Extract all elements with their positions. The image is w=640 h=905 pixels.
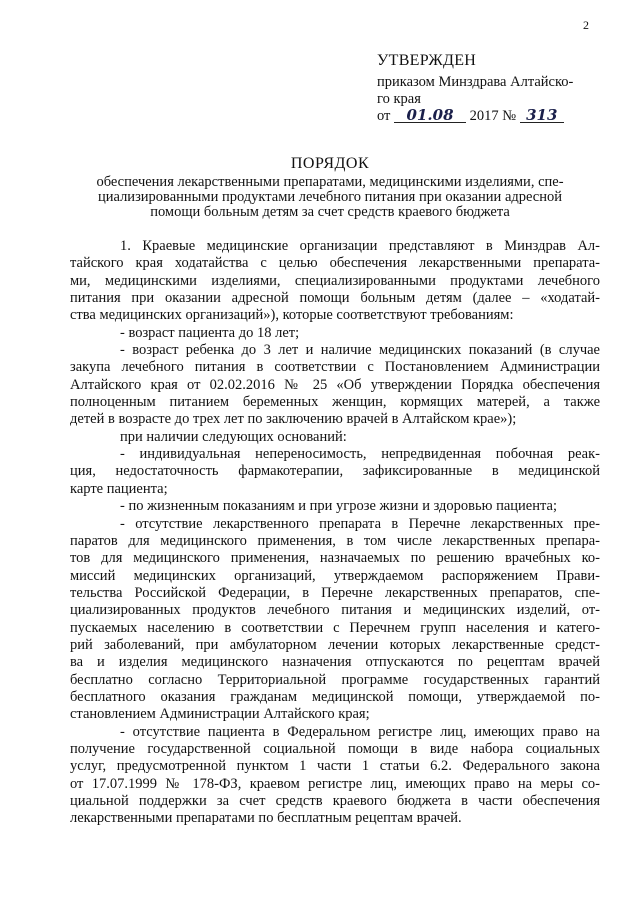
body-line: пускаемых населению в соответствии с Перечнем групп населения и катего- [70, 619, 600, 636]
body-line: лекарственными препаратами по бесплатным рецептам врачей. [70, 810, 462, 827]
body-line: циализированных продуктов лечебного питания и медицинских изделий, от- [70, 602, 600, 619]
body-line: циальной поддержки за счет средств краевого бюджета в части обеспечения [70, 793, 600, 809]
body-line: - возраст ребенка до 3 лет и наличие медицинских показаний (в случае [120, 342, 600, 359]
approval-number-handwritten: 313 [520, 108, 564, 123]
page-number: 2 [583, 18, 589, 32]
body-line: 1. Краевые медицинские организации представляют в Минздрав Ал- [120, 238, 600, 254]
document-body [70, 238, 600, 828]
subtitle-line: циализированными продуктами лечебного питания при оказании адресной [97, 189, 563, 205]
body-line: закупа лечебного питания в соответствии с Постановлением Администрации [70, 359, 600, 376]
body-line: от 17.07.1999 № 178-ФЗ, краевом регистре лиц, имеющих право на меры со- [70, 775, 600, 792]
approval-date-line [377, 108, 597, 125]
body-line: становлением Администрации Алтайского края; [70, 706, 370, 723]
body-line: миссий медицинских организаций, утверждаемом распоряжением Прави- [70, 567, 600, 584]
body-line: детей в возрасте до трех лет по заключению врачей в Алтайском крае»); [70, 411, 517, 428]
subtitle-line: помощи больным детям за счет средств краевого бюджета [150, 204, 510, 220]
body-line: при наличии следующих оснований: [120, 428, 347, 445]
approval-year-label: 2017 № [469, 108, 517, 124]
approval-date-handwritten: 01.08 [394, 108, 466, 123]
body-line: тельства Российской Федерации, в Перечне лекарственных препаратов, спе- [70, 584, 600, 601]
approval-from-label: от [377, 108, 391, 124]
body-line: ми, медицинскими изделиями, специализированными продуктами лечебного [70, 272, 600, 289]
document-title-block [60, 155, 600, 220]
approval-word: УТВЕРЖДЕН [377, 52, 477, 69]
body-line: - индивидуальная непереносимость, непредвиденная побочная реак- [120, 446, 600, 463]
document-subtitle [60, 175, 600, 220]
body-line: Алтайского края от 02.02.2016 № 25 «Об утверждении Порядка обеспечения [70, 376, 600, 393]
body-line: тайского края ходатайства с целью обеспечения лекарственными препарата- [70, 255, 600, 272]
subtitle-line: обеспечения лекарственными препаратами, медицинскими изделиями, спе- [96, 174, 564, 190]
body-line: карте пациента; [70, 480, 168, 497]
body-line: - отсутствие пациента в Федеральном регистре лиц, имеющих право на [120, 723, 600, 740]
approval-order-line-1: приказом Минздрава Алтайско- [377, 74, 574, 90]
body-line: рий заболеваний, при амбулаторном лечении которых лекарственные средст- [70, 636, 600, 653]
document-title: ПОРЯДОК [290, 155, 370, 172]
body-line: ства медицинских организаций»), которые соответствуют требованиям: [70, 307, 514, 324]
approval-stamp-block [377, 52, 597, 125]
body-line: получение государственной социальной помощи в виде набора социальных [70, 740, 600, 757]
body-line: полноценным питанием беременных женщин, кормящих матерей, а также [70, 394, 600, 411]
body-line: паратов для медицинского применения, в том числе лекарственных препара- [70, 532, 600, 549]
body-line: ва и изделия медицинского назначения отпускаются по рецептам врачей [70, 654, 600, 671]
body-line: - возраст пациента до 18 лет; [120, 324, 300, 341]
body-line: ция, недостаточность фармакотерапии, зафиксированные в медицинской [70, 463, 600, 480]
body-line: бесплатно согласно Территориальной программе государственных гарантий [70, 671, 600, 688]
body-line: - отсутствие лекарственного препарата в Перечне лекарственных пре- [120, 515, 600, 532]
body-line: тов для медицинского применения, назначаемых по решению врачебных ко- [70, 550, 600, 567]
body-line: услуг, предусмотренной пунктом 1 части 1 статьи 6.2. Федерального закона [70, 758, 600, 775]
body-line: питания при оказании адресной помощи больным детям (далее – «ходатай- [70, 290, 600, 307]
body-line: - по жизненным показаниям и при угрозе жизни и здоровью пациента; [120, 498, 557, 515]
body-line: бесплатного оказания гражданам медицинской помощи, утверждаемой по- [70, 688, 600, 705]
approval-order-line-2: го края [377, 91, 421, 107]
